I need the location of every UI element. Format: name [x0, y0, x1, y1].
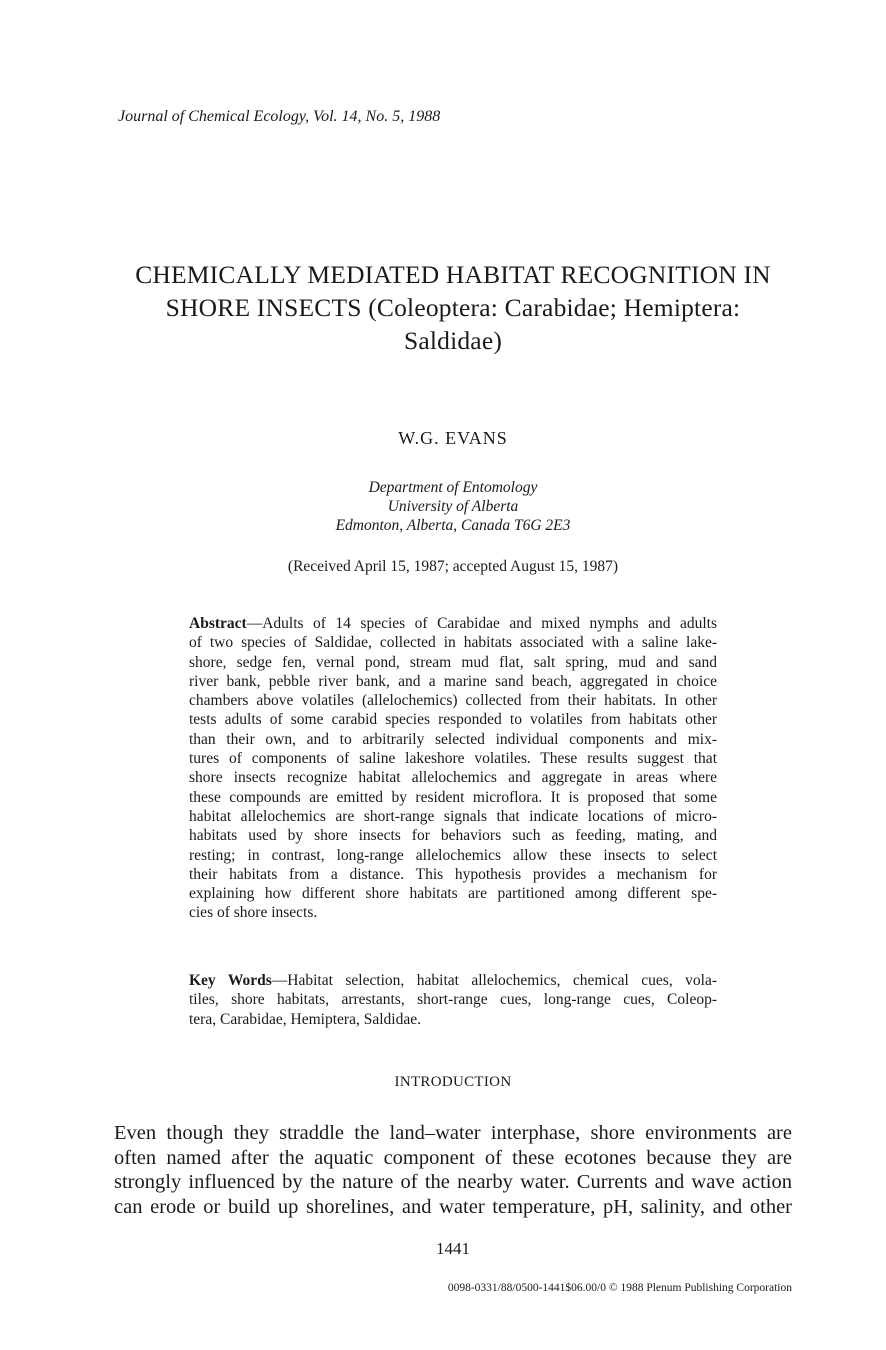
abstract-label: Abstract — [189, 615, 247, 632]
affiliation-department: Department of Entomology — [368, 479, 538, 496]
abstract-line-text: —Adults of 14 species of Carabidae and mixed nymphs and adults — [246, 615, 717, 632]
key-words-line: tera, Carabidae, Hemiptera, Saldidae. — [189, 1010, 421, 1028]
body-line: often named after the aquatic component of these ecotones because they are — [114, 1146, 792, 1169]
journal-citation: Journal of Chemical Ecology, Vol. 14, No. 5, 1988 — [118, 108, 441, 125]
introduction-paragraph — [114, 1121, 792, 1219]
key-words-line — [189, 971, 717, 990]
title-line-3: Saldidae) — [403, 326, 503, 355]
abstract-line: resting; in contrast, long-range allelochemics allow these insects to select — [189, 846, 717, 864]
abstract-line: habitat allelochemics are short-range signals that indicate locations of micro- — [189, 807, 717, 825]
abstract-line: tests adults of some carabid species responded to volatiles from habitats other — [189, 711, 717, 729]
page-number: 1441 — [436, 1239, 470, 1258]
affiliation — [0, 478, 886, 535]
body-line: strongly influenced by the nature of the nearby water. Currents and wave action — [114, 1171, 792, 1193]
key-words — [189, 971, 717, 1029]
copyright-footer: 0098-0331/88/0500-1441$06.00/0 © 1988 Plenum Publishing Corporation — [447, 1282, 792, 1294]
abstract-line: shore, sedge fen, vernal pond, stream mud flat, salt spring, mud and sand — [189, 653, 717, 671]
affiliation-university: University of Alberta — [387, 498, 519, 515]
abstract-line: chambers above volatiles (allelochemics) collected from their habitats. In other — [189, 692, 717, 710]
affiliation-address: Edmonton, Alberta, Canada T6G 2E3 — [335, 517, 571, 534]
key-words-line: tiles, shore habitats, arrestants, short-range cues, long-range cues, Coleop- — [189, 991, 717, 1009]
article-title — [60, 258, 846, 357]
abstract-line: than their own, and to arbitrarily selected individual components and mix- — [189, 730, 717, 748]
title-line-2: SHORE INSECTS (Coleoptera: Carabidae; Hemiptera: — [165, 293, 741, 322]
body-line: can erode or build up shorelines, and water temperature, pH, salinity, and other — [114, 1195, 792, 1218]
abstract-line: of two species of Saldidae, collected in habitats associated with a saline lake- — [189, 634, 717, 652]
key-words-line-text: —Habitat selection, habitat allelochemics, chemical cues, vola- — [271, 972, 717, 989]
abstract-line: habitats used by shore insects for behaviors such as feeding, mating, and — [189, 827, 717, 845]
section-heading-introduction: INTRODUCTION — [394, 1074, 512, 1090]
abstract-line: their habitats from a distance. This hypothesis provides a mechanism for — [189, 865, 717, 883]
author-name: W.G. EVANS — [398, 428, 508, 448]
abstract-line: river bank, pebble river bank, and a marine sand beach, aggregated in choice — [189, 672, 717, 690]
abstract-line — [189, 614, 717, 633]
received-dates: (Received April 15, 1987; accepted August 15, 1987) — [287, 558, 619, 575]
abstract — [189, 614, 717, 923]
body-line: Even though they straddle the land–water interphase, shore environments are — [114, 1122, 792, 1144]
abstract-line: explaining how different shore habitats are partitioned among different spe- — [189, 885, 717, 903]
abstract-line: tures of components of saline lakeshore volatiles. These results suggest that — [189, 750, 717, 768]
key-words-label: Key Words — [189, 972, 272, 989]
title-line-1: CHEMICALLY MEDIATED HABITAT RECOGNITION IN — [135, 260, 771, 289]
abstract-line: these compounds are emitted by resident microflora. It is proposed that some — [189, 788, 717, 806]
abstract-line: shore insects recognize habitat allelochemics and aggregate in areas where — [189, 769, 717, 787]
abstract-line: cies of shore insects. — [189, 904, 318, 922]
